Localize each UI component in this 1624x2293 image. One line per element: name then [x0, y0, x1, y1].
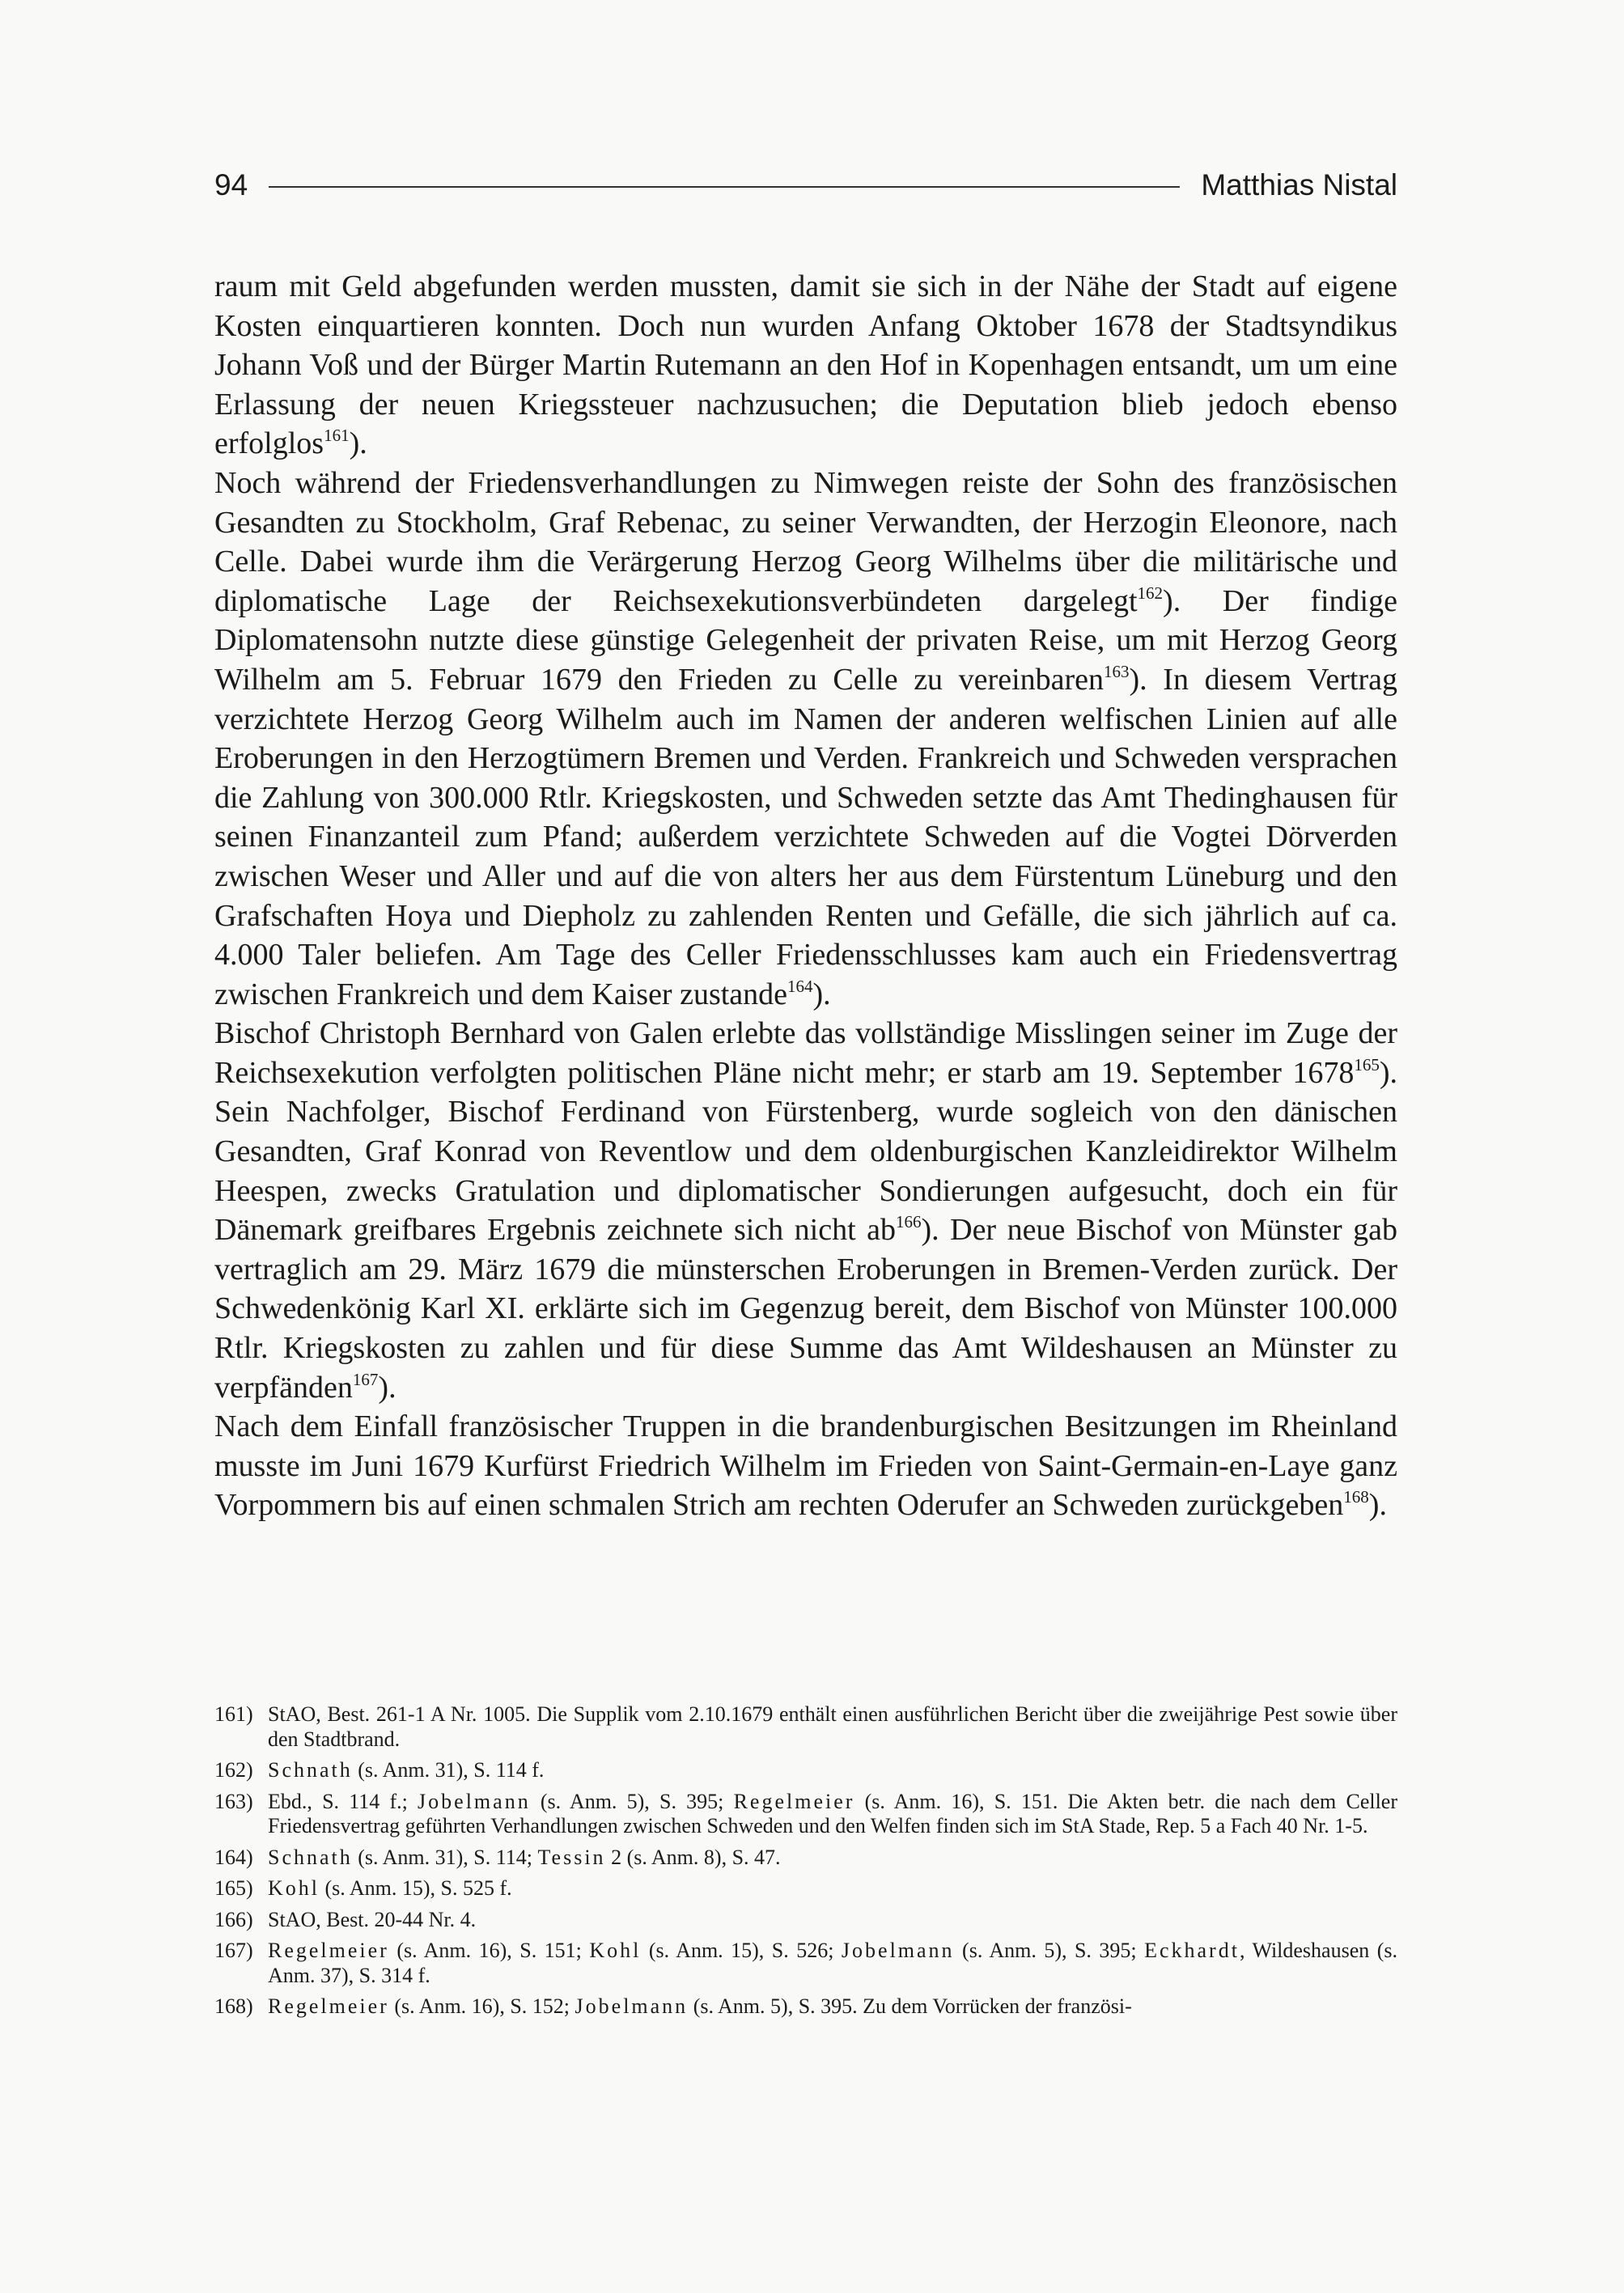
text-run: (s. Anm. 15), S. 526; [641, 1939, 842, 1962]
paragraph-3 [214, 1014, 1397, 1407]
text-run: 2 (s. Anm. 8), S. 47. [605, 1845, 781, 1869]
header-rule [269, 186, 1180, 188]
text-run: Ebd., S. 114 f.; [268, 1789, 418, 1813]
footnotes [214, 1702, 1397, 2026]
author-name: Kohl [589, 1939, 642, 1962]
footnote-164 [214, 1846, 1397, 1871]
text-run: (s. Anm. 15), S. 525 f. [320, 1876, 512, 1900]
author-name: Kohl [268, 1876, 320, 1900]
text-run: ). [349, 426, 367, 461]
author-name: Eckhardt [1144, 1939, 1240, 1962]
author-name: Regelmeier [268, 1994, 389, 2018]
footnote-number: 168) [214, 1994, 253, 2018]
footnote-number: 162) [214, 1758, 253, 1782]
text-run: Nach dem Einfall französischer Truppen in die brandenburgischen Besitzungen im Rheinland musste im Juni 1679 Kurfürst Friedrich Wilhelm im Frieden von Saint-Germain-en-Laye ganz Vorpommern bis auf einen schmalen Strich am rechten Oderufer an Schweden zurückgeben [214, 1409, 1397, 1523]
footnote-number: 166) [214, 1907, 253, 1931]
text-run: ). [378, 1370, 396, 1405]
author-name: Schnath [268, 1758, 353, 1782]
footnote-166 [214, 1908, 1397, 1933]
text-run: ). Der findige Diplomatensohn nutzte diese günstige Gelegenheit der privaten Reise, um mit Herzog Georg Wilhelm am 5. Februar 1679 den Frieden zu Celle zu vereinbaren [214, 583, 1397, 697]
footnote-ref-167[interactable]: 167 [352, 1369, 379, 1389]
footnote-number: 161) [214, 1702, 253, 1726]
footnote-ref-162[interactable]: 162 [1137, 583, 1164, 603]
footnote-ref-166[interactable]: 166 [895, 1212, 922, 1232]
footnote-ref-168[interactable]: 168 [1343, 1487, 1369, 1507]
footnote-168 [214, 1994, 1397, 2020]
footnote-ref-163[interactable]: 163 [1104, 661, 1130, 681]
author-name: Jobelmann [575, 1994, 689, 2018]
page-number: 94 [214, 168, 248, 201]
footnote-165 [214, 1876, 1397, 1901]
text-run: (s. Anm. 31), S. 114; [352, 1845, 538, 1869]
text-run: (s. Anm. 31), S. 114 f. [352, 1758, 545, 1782]
text-run: (s. Anm. 16), S. 152; [388, 1994, 575, 2018]
footnote-ref-165[interactable]: 165 [1354, 1054, 1380, 1074]
text-run: Bischof Christoph Bernhard von Galen erlebte das vollständige Misslingen seiner im Zuge der Reichsexekution verfolgten politischen Pläne nicht mehr; er starb am 19. September 1678 [214, 1016, 1397, 1090]
footnote-ref-161[interactable]: 161 [324, 426, 350, 446]
running-header [214, 165, 1397, 206]
footnote-167 [214, 1939, 1397, 1988]
footnote-number: 163) [214, 1789, 253, 1813]
footnote-number: 165) [214, 1876, 253, 1900]
author-name: Regelmeier [733, 1789, 855, 1813]
author-name: Regelmeier [268, 1939, 389, 1962]
main-text [214, 267, 1397, 1525]
author-name: Schnath [268, 1845, 353, 1869]
author-name: Tessin [537, 1845, 606, 1869]
text-run: (s. Anm. 5), S. 395. Zu dem Vorrücken der französi- [688, 1994, 1132, 2018]
text-run: (s. Anm. 16), S. 151; [388, 1939, 590, 1962]
text-run: , Wildeshausen (s. Anm. 37), S. 314 f. [268, 1939, 1397, 1987]
footnote-text: StAO, Best. 261-1 A Nr. 1005. Die Supplik vom 2.10.1679 enthält einen ausführlichen Bericht über die zweijährige Pest sowie über den Stadtbrand. [268, 1702, 1397, 1751]
text-run: (s. Anm. 16), S. 151. Die Akten betr. die nach dem Celler Friedensvertrag geführten Verhandlungen zwischen Schweden und den Welfen finden sich im StA Stade, Rep. 5 a Fach 40 Nr. 1-5. [268, 1789, 1398, 1837]
footnote-text [268, 1994, 1397, 2020]
paragraph-4 [214, 1407, 1397, 1525]
footnote-text [268, 1758, 1397, 1783]
footnote-text [268, 1846, 1397, 1871]
author-name: Jobelmann [418, 1789, 531, 1813]
footnote-163 [214, 1790, 1397, 1839]
footnote-text [268, 1876, 1397, 1901]
author-name: Jobelmann [841, 1939, 955, 1962]
text-run: ). [1368, 1488, 1387, 1523]
text-run: ). In diesem Vertrag verzichtete Herzog Georg Wilhelm auch im Namen der anderen welfischen Linien auf alle Eroberungen in den Herzogtümern Bremen und Verden. Frankreich und Schweden versprachen die Zahlung von 300.000 Rtlr. Kriegskosten, und Schweden setzte das Amt Thedinghausen für seinen Finanzanteil zum Pfand; außerdem verzichtete Schweden auf die Vogtei Dörverden zwischen Weser und Aller und auf die von alters her aus dem Fürstentum Lüneburg und den Grafschaften Hoya und Diepholz zu zahlenden Renten und Gefälle, die sich jährlich auf ca. 4.000 Taler beliefen. Am Tage des Celler Friedensschlusses kam auch ein Friedensvertrag zwischen Frankreich und dem Kaiser zustande [214, 662, 1397, 1011]
text-run: Noch während der Friedensverhandlungen zu Nimwegen reiste der Sohn des französischen Gesandten zu Stockholm, Graf Rebenac, zu seiner Verwandten, der Herzogin Eleonore, nach Celle. Dabei wurde ihm die Verärgerung Herzog Georg Wilhelms über die militärische und diplomatische Lage der Reichsexekutionsverbündeten dargelegt [214, 465, 1397, 618]
footnote-text: StAO, Best. 20-44 Nr. 4. [268, 1907, 477, 1931]
text-run: (s. Anm. 5), S. 395; [530, 1789, 734, 1813]
text-run: ). [812, 977, 831, 1011]
running-head-author: Matthias Nistal [1201, 168, 1397, 201]
footnote-text [268, 1939, 1397, 1988]
footnote-number: 167) [214, 1939, 253, 1962]
text-run: ). Der neue Bischof von Münster gab vertraglich am 29. März 1679 die münsterschen Eroberungen in Bremen-Verden zurück. Der Schwedenkönig Karl XI. erklärte sich im Gegenzug bereit, dem Bischof von Münster 100.000 Rtlr. Kriegskosten zu zahlen und für diese Summe das Amt Wildeshausen an Münster zu verpfänden [214, 1213, 1397, 1405]
paragraph-2 [214, 464, 1397, 1014]
footnote-number: 164) [214, 1845, 253, 1869]
text-run: (s. Anm. 5), S. 395; [954, 1939, 1145, 1962]
footnote-161 [214, 1702, 1397, 1752]
text-run: raum mit Geld abgefunden werden mussten, damit sie sich in der Nähe der Stadt auf eigene Kosten einquartieren konnten. Doch nun wurden Anfang Oktober 1678 der Stadtsyndikus Johann Voß und der Bürger Martin Rutemann an den Hof in Kopenhagen entsandt, um um eine Erlassung der neuen Kriegssteuer nachzusuchen; die Deputation blieb jedoch ebenso erfolglos [214, 269, 1397, 461]
footnote-162 [214, 1758, 1397, 1783]
footnote-ref-164[interactable]: 164 [787, 976, 813, 996]
paragraph-1 [214, 267, 1397, 464]
footnote-text [268, 1790, 1397, 1839]
text-run: ). Sein Nachfolger, Bischof Ferdinand von Fürstenberg, wurde sogleich von den dänischen Gesandten, Graf Konrad von Reventlow und dem oldenburgischen Kanzleidirektor Wilhelm Heespen, zwecks Gratulation und diplomatischer Sondierungen aufgesucht, doch ein für Dänemark greifbares Ergebnis zeichnete sich nicht ab [214, 1055, 1397, 1248]
